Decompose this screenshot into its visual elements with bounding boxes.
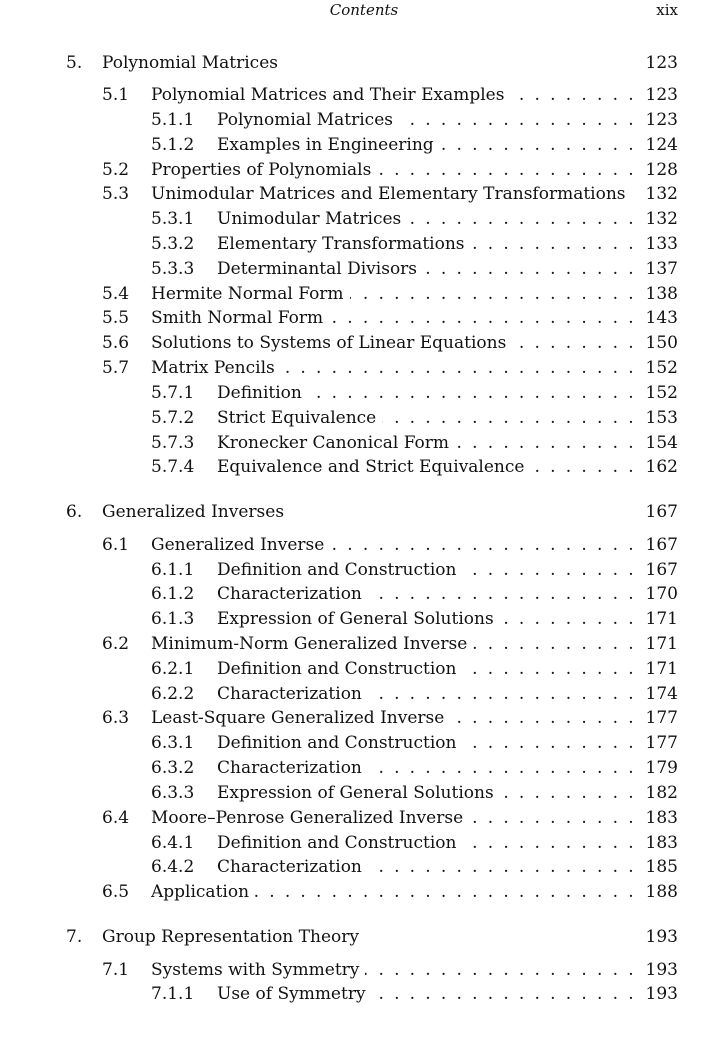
toc-number: 7. xyxy=(66,927,83,947)
toc-title: Characterization xyxy=(217,584,362,604)
toc-title: Unimodular Matrices xyxy=(217,209,402,229)
toc-title-line xyxy=(151,158,636,182)
toc-subsection xyxy=(0,682,728,706)
toc-section xyxy=(0,182,728,206)
toc-title-line xyxy=(151,331,636,355)
toc-title: Characterization xyxy=(217,857,362,877)
toc-section xyxy=(0,533,728,557)
toc-title: Strict Equivalence xyxy=(217,408,377,428)
toc-subsection xyxy=(0,232,728,256)
toc-title: Minimum-Norm Generalized Inverse xyxy=(151,634,468,654)
toc-title-line xyxy=(151,706,636,730)
dot-leader xyxy=(462,657,636,681)
dot-leader xyxy=(377,158,636,182)
toc-number: 5.1.2 xyxy=(151,135,195,155)
toc-title: Matrix Pencils xyxy=(151,358,275,378)
toc-title: Polynomial Matrices and Their Examples xyxy=(151,85,505,105)
toc-title: Group Representation Theory xyxy=(102,927,359,947)
toc-number: 6.2.2 xyxy=(151,684,195,704)
toc-title: Characterization xyxy=(217,758,362,778)
toc-title: Least-Square Generalized Inverse xyxy=(151,708,445,728)
dot-leader xyxy=(500,607,636,631)
toc-number: 5.7.3 xyxy=(151,433,195,453)
toc-title: Generalized Inverses xyxy=(102,502,285,522)
dot-leader xyxy=(255,880,636,904)
toc-title-line xyxy=(151,83,636,107)
toc-page-number: 183 xyxy=(645,808,678,828)
toc-subsection xyxy=(0,133,728,157)
dot-leader xyxy=(450,706,636,730)
toc-title: Unimodular Matrices and Elementary Transformations xyxy=(151,184,626,204)
toc-number: 5.3 xyxy=(102,184,130,204)
toc-number: 6.3 xyxy=(102,708,130,728)
toc-subsection xyxy=(0,982,728,1006)
toc-subsection xyxy=(0,855,728,879)
toc-subsection xyxy=(0,781,728,805)
dot-leader xyxy=(632,182,636,206)
toc-subsection xyxy=(0,657,728,681)
dot-leader xyxy=(462,731,636,755)
toc-title-line xyxy=(217,381,636,405)
toc-title-line xyxy=(217,257,636,281)
toc-title-line xyxy=(217,682,636,706)
toc-page-number: 124 xyxy=(645,135,678,155)
toc-section xyxy=(0,356,728,380)
toc-page-number: 193 xyxy=(645,960,678,980)
toc-number: 5.3.1 xyxy=(151,209,195,229)
toc-title: Solutions to Systems of Linear Equations xyxy=(151,333,507,353)
toc-subsection xyxy=(0,207,728,231)
toc-page-number: 152 xyxy=(645,358,678,378)
toc-chapter xyxy=(0,925,728,949)
toc-title-line xyxy=(151,632,636,656)
toc-page-number: 137 xyxy=(645,259,678,279)
toc-page-number: 171 xyxy=(645,634,678,654)
toc-title: Polynomial Matrices xyxy=(102,53,278,73)
toc-number: 7.1 xyxy=(102,960,130,980)
toc-title: Kronecker Canonical Form xyxy=(217,433,450,453)
dot-leader xyxy=(368,582,636,606)
dot-leader xyxy=(423,257,636,281)
toc-subsection xyxy=(0,582,728,606)
toc-page-number: 123 xyxy=(645,53,678,73)
dot-leader xyxy=(440,133,636,157)
toc-number: 5.6 xyxy=(102,333,130,353)
toc-section xyxy=(0,632,728,656)
toc-page-number: 143 xyxy=(645,308,678,328)
toc-page-number: 185 xyxy=(645,857,678,877)
toc-subsection xyxy=(0,731,728,755)
toc-title: Definition and Construction xyxy=(217,659,457,679)
dot-leader xyxy=(407,207,636,231)
dot-leader xyxy=(455,431,636,455)
toc-chapter xyxy=(0,51,728,75)
toc-title-line xyxy=(217,781,636,805)
toc-page-number: 177 xyxy=(645,708,678,728)
toc-page-number: 174 xyxy=(645,684,678,704)
toc-title-line xyxy=(151,356,636,380)
toc-title-line xyxy=(151,182,636,206)
toc-title-line xyxy=(151,282,636,306)
toc-number: 5.7.1 xyxy=(151,383,195,403)
toc-page-number: 162 xyxy=(645,457,678,477)
toc-section xyxy=(0,158,728,182)
toc-number: 5. xyxy=(66,53,83,73)
dot-leader xyxy=(462,558,636,582)
running-title: Contents xyxy=(329,1,399,19)
dot-leader xyxy=(329,306,636,330)
toc-title: Definition xyxy=(217,383,302,403)
dot-leader xyxy=(330,533,636,557)
toc-title-line xyxy=(151,958,636,982)
toc-page-number: 128 xyxy=(645,160,678,180)
toc-subsection xyxy=(0,431,728,455)
toc-title: Systems with Symmetry xyxy=(151,960,360,980)
running-header xyxy=(0,0,728,24)
toc-title-line xyxy=(217,133,636,157)
toc-title: Elementary Transformations xyxy=(217,234,465,254)
toc-title: Smith Normal Form xyxy=(151,308,324,328)
toc-title-line xyxy=(217,207,636,231)
toc-title-line xyxy=(151,533,636,557)
toc-number: 5.3.3 xyxy=(151,259,195,279)
toc-subsection xyxy=(0,381,728,405)
toc-section xyxy=(0,706,728,730)
toc-page-number: 171 xyxy=(645,659,678,679)
toc-subsection xyxy=(0,257,728,281)
toc-title: Equivalence and Strict Equivalence xyxy=(217,457,525,477)
toc-title: Expression of General Solutions xyxy=(217,609,494,629)
toc-title-line xyxy=(217,756,636,780)
toc-number: 5.4 xyxy=(102,284,130,304)
dot-leader xyxy=(281,356,636,380)
toc-title-line xyxy=(217,455,636,479)
toc-page-number: 167 xyxy=(645,502,678,522)
dot-leader xyxy=(350,282,636,306)
toc-number: 6.4.1 xyxy=(151,833,195,853)
toc-title: Expression of General Solutions xyxy=(217,783,494,803)
toc-title: Application xyxy=(151,882,250,902)
dot-leader xyxy=(308,381,636,405)
dot-leader xyxy=(473,632,636,656)
toc-number: 5.1 xyxy=(102,85,130,105)
toc-page-number: 150 xyxy=(645,333,678,353)
toc-title-line xyxy=(151,806,636,830)
toc-subsection xyxy=(0,406,728,430)
toc-page-number: 182 xyxy=(645,783,678,803)
toc-title-line xyxy=(151,306,636,330)
toc-title-line xyxy=(217,831,636,855)
toc-title-line xyxy=(102,500,636,524)
toc-title-line xyxy=(217,582,636,606)
toc-title: Definition and Construction xyxy=(217,733,457,753)
toc-title: Characterization xyxy=(217,684,362,704)
toc-title-line xyxy=(217,406,636,430)
toc-subsection xyxy=(0,756,728,780)
toc-section xyxy=(0,83,728,107)
toc-page-number: 132 xyxy=(645,184,678,204)
toc-title-line xyxy=(217,731,636,755)
toc-title-line xyxy=(217,657,636,681)
toc-number: 6.1.2 xyxy=(151,584,195,604)
toc-number: 7.1.1 xyxy=(151,984,195,1004)
toc-title-line xyxy=(102,925,636,949)
toc-number: 6.4 xyxy=(102,808,130,828)
toc-title-line xyxy=(217,558,636,582)
toc-number: 5.7.2 xyxy=(151,408,195,428)
toc-subsection xyxy=(0,607,728,631)
toc-page-number: 193 xyxy=(645,984,678,1004)
toc-title: Generalized Inverse xyxy=(151,535,325,555)
toc-title: Properties of Polynomials xyxy=(151,160,372,180)
toc-number: 5.7 xyxy=(102,358,130,378)
toc-number: 6.2 xyxy=(102,634,130,654)
toc-title-line xyxy=(217,982,636,1006)
toc-number: 6.4.2 xyxy=(151,857,195,877)
toc-title: Polynomial Matrices xyxy=(217,110,393,130)
toc-page-number: 123 xyxy=(645,110,678,130)
dot-leader xyxy=(462,831,636,855)
toc-subsection xyxy=(0,831,728,855)
toc-page-number: 123 xyxy=(645,85,678,105)
dot-leader xyxy=(512,331,636,355)
toc-title: Definition and Construction xyxy=(217,833,457,853)
toc-number: 6.3.2 xyxy=(151,758,195,778)
toc-subsection xyxy=(0,455,728,479)
toc-number: 5.5 xyxy=(102,308,130,328)
toc-number: 6.2.1 xyxy=(151,659,195,679)
toc-chapter xyxy=(0,500,728,524)
toc-page-number: 167 xyxy=(645,535,678,555)
toc-number: 6. xyxy=(66,502,83,522)
toc-page-number: 138 xyxy=(645,284,678,304)
dot-leader xyxy=(469,806,636,830)
toc-page-number: 152 xyxy=(645,383,678,403)
header-page-number: xix xyxy=(656,1,678,19)
toc-page-number: 188 xyxy=(645,882,678,902)
toc-title-line xyxy=(217,232,636,256)
toc-title: Definition and Construction xyxy=(217,560,457,580)
toc-title: Moore–Penrose Generalized Inverse xyxy=(151,808,464,828)
toc-number: 5.1.1 xyxy=(151,110,195,130)
dot-leader xyxy=(510,83,636,107)
dot-leader xyxy=(530,455,636,479)
toc-section xyxy=(0,282,728,306)
toc-number: 5.3.2 xyxy=(151,234,195,254)
toc-page-number: 153 xyxy=(645,408,678,428)
dot-leader xyxy=(399,108,636,132)
toc-section xyxy=(0,958,728,982)
toc-title-line xyxy=(217,607,636,631)
toc-number: 6.1.1 xyxy=(151,560,195,580)
toc-title: Hermite Normal Form xyxy=(151,284,344,304)
dot-leader xyxy=(382,406,636,430)
dot-leader xyxy=(372,982,636,1006)
toc-number: 5.2 xyxy=(102,160,130,180)
toc-page-number: 167 xyxy=(645,560,678,580)
toc-title-line xyxy=(151,880,636,904)
toc-title: Use of Symmetry xyxy=(217,984,366,1004)
toc-number: 5.7.4 xyxy=(151,457,195,477)
toc-title-line xyxy=(217,108,636,132)
dot-leader xyxy=(368,756,636,780)
toc-page-number: 154 xyxy=(645,433,678,453)
toc-section xyxy=(0,331,728,355)
dot-leader xyxy=(368,682,636,706)
toc-number: 6.1.3 xyxy=(151,609,195,629)
toc-page-number: 132 xyxy=(645,209,678,229)
dot-leader xyxy=(368,855,636,879)
toc-subsection xyxy=(0,108,728,132)
toc-number: 6.1 xyxy=(102,535,130,555)
dot-leader xyxy=(471,232,637,256)
toc-number: 6.3.1 xyxy=(151,733,195,753)
toc-page-number: 193 xyxy=(645,927,678,947)
toc-number: 6.3.3 xyxy=(151,783,195,803)
toc-title: Examples in Engineering xyxy=(217,135,434,155)
toc-page-number: 179 xyxy=(645,758,678,778)
toc-title-line xyxy=(102,51,636,75)
toc-title-line xyxy=(217,431,636,455)
dot-leader xyxy=(365,958,636,982)
toc-section xyxy=(0,806,728,830)
toc-section xyxy=(0,880,728,904)
toc-section xyxy=(0,306,728,330)
toc-page-number: 183 xyxy=(645,833,678,853)
toc-page-number: 133 xyxy=(645,234,678,254)
toc-title: Determinantal Divisors xyxy=(217,259,418,279)
toc-page-number: 170 xyxy=(645,584,678,604)
toc-page-number: 177 xyxy=(645,733,678,753)
toc-title-line xyxy=(217,855,636,879)
toc-page-number: 171 xyxy=(645,609,678,629)
dot-leader xyxy=(500,781,636,805)
toc-subsection xyxy=(0,558,728,582)
toc-number: 6.5 xyxy=(102,882,130,902)
